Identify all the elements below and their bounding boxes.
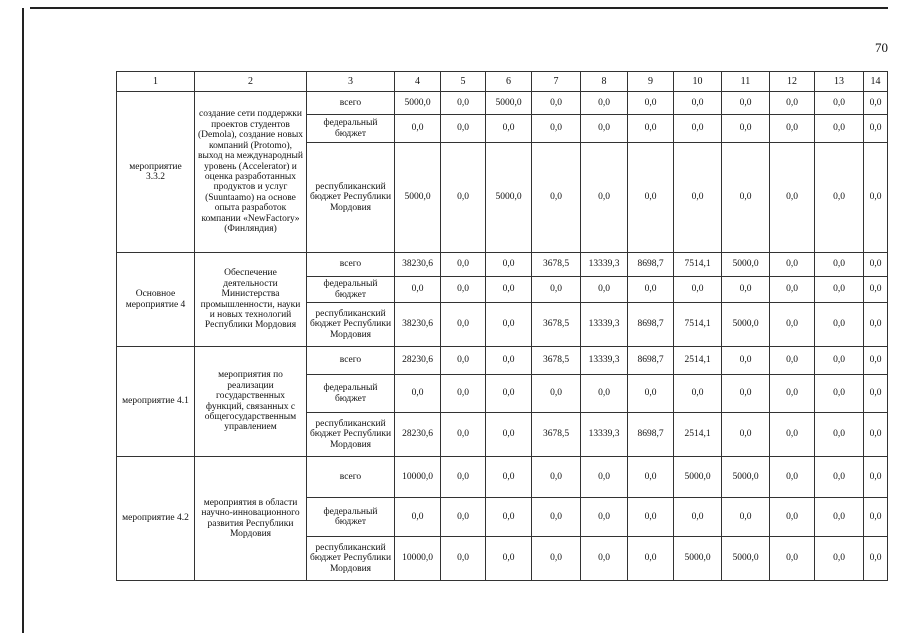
amount-cell: 0,0 [864, 303, 888, 347]
amount-cell: 0,0 [532, 115, 581, 143]
event-description: Обеспечение деятельности Министерства промышленности, науки и новых технологий Республики Мордовия [195, 253, 307, 347]
funding-source: всего [307, 457, 395, 498]
amount-cell: 0,0 [532, 143, 581, 253]
amount-cell: 0,0 [722, 277, 770, 303]
amount-cell: 0,0 [628, 92, 674, 115]
amount-cell: 0,0 [395, 375, 441, 413]
amount-cell: 0,0 [722, 413, 770, 457]
amount-cell: 0,0 [864, 347, 888, 375]
event-name: мероприятие 3.3.2 [117, 92, 195, 253]
amount-cell: 0,0 [674, 277, 722, 303]
amount-cell: 10000,0 [395, 457, 441, 498]
amount-cell: 0,0 [864, 537, 888, 581]
funding-source: федеральный бюджет [307, 115, 395, 143]
event-description: мероприятия по реализации государственных функций, связанных с общегосударственным управлением [195, 347, 307, 457]
amount-cell: 3678,5 [532, 413, 581, 457]
amount-cell: 5000,0 [722, 457, 770, 498]
amount-cell: 0,0 [628, 143, 674, 253]
header-cell: 14 [864, 72, 888, 92]
amount-cell: 0,0 [532, 92, 581, 115]
amount-cell: 0,0 [770, 413, 815, 457]
amount-cell: 3678,5 [532, 347, 581, 375]
amount-cell: 0,0 [864, 253, 888, 277]
amount-cell: 0,0 [722, 375, 770, 413]
amount-cell: 0,0 [628, 537, 674, 581]
amount-cell: 0,0 [581, 498, 628, 537]
amount-cell: 0,0 [628, 457, 674, 498]
amount-cell: 0,0 [674, 115, 722, 143]
amount-cell: 0,0 [864, 498, 888, 537]
amount-cell: 0,0 [815, 143, 864, 253]
event-name: мероприятие 4.2 [117, 457, 195, 581]
funding-source: федеральный бюджет [307, 498, 395, 537]
amount-cell: 0,0 [770, 92, 815, 115]
amount-cell: 0,0 [815, 413, 864, 457]
amount-cell: 0,0 [628, 375, 674, 413]
amount-cell: 0,0 [770, 143, 815, 253]
amount-cell: 0,0 [486, 347, 532, 375]
amount-cell: 0,0 [486, 498, 532, 537]
amount-cell: 0,0 [674, 498, 722, 537]
amount-cell: 0,0 [770, 303, 815, 347]
amount-cell: 5000,0 [722, 303, 770, 347]
amount-cell: 0,0 [815, 303, 864, 347]
amount-cell: 2514,1 [674, 347, 722, 375]
amount-cell: 0,0 [486, 375, 532, 413]
amount-cell: 0,0 [628, 277, 674, 303]
amount-cell: 0,0 [441, 498, 486, 537]
amount-cell: 0,0 [395, 498, 441, 537]
amount-cell: 0,0 [674, 92, 722, 115]
event-description: мероприятия в области научно-инновационного развития Республики Мордовия [195, 457, 307, 581]
amount-cell: 0,0 [722, 347, 770, 375]
amount-cell: 0,0 [770, 115, 815, 143]
amount-cell: 0,0 [441, 253, 486, 277]
amount-cell: 5000,0 [486, 92, 532, 115]
amount-cell: 0,0 [722, 115, 770, 143]
amount-cell: 0,0 [441, 537, 486, 581]
amount-cell: 0,0 [441, 303, 486, 347]
amount-cell: 0,0 [815, 277, 864, 303]
amount-cell: 0,0 [395, 115, 441, 143]
amount-cell: 0,0 [532, 498, 581, 537]
amount-cell: 0,0 [864, 413, 888, 457]
amount-cell: 8698,7 [628, 413, 674, 457]
funding-source: всего [307, 92, 395, 115]
amount-cell: 0,0 [770, 375, 815, 413]
amount-cell: 0,0 [770, 277, 815, 303]
amount-cell: 0,0 [770, 253, 815, 277]
event-name: мероприятие 4.1 [117, 347, 195, 457]
amount-cell: 0,0 [395, 277, 441, 303]
amount-cell: 0,0 [486, 457, 532, 498]
amount-cell: 0,0 [441, 115, 486, 143]
table-row [117, 457, 888, 498]
amount-cell: 0,0 [770, 457, 815, 498]
header-cell: 12 [770, 72, 815, 92]
header-cell: 8 [581, 72, 628, 92]
amount-cell: 8698,7 [628, 303, 674, 347]
amount-cell: 0,0 [815, 375, 864, 413]
funding-source: республиканский бюджет Республики Мордовия [307, 413, 395, 457]
header-cell: 5 [441, 72, 486, 92]
amount-cell: 5000,0 [395, 143, 441, 253]
amount-cell: 0,0 [628, 115, 674, 143]
amount-cell: 2514,1 [674, 413, 722, 457]
amount-cell: 0,0 [581, 92, 628, 115]
header-cell: 1 [117, 72, 195, 92]
header-cell: 10 [674, 72, 722, 92]
budget-table [116, 71, 888, 581]
amount-cell: 0,0 [864, 115, 888, 143]
header-cell: 3 [307, 72, 395, 92]
amount-cell: 8698,7 [628, 347, 674, 375]
amount-cell: 0,0 [441, 92, 486, 115]
amount-cell: 0,0 [441, 277, 486, 303]
table-row [117, 347, 888, 375]
amount-cell: 0,0 [815, 457, 864, 498]
amount-cell: 0,0 [532, 277, 581, 303]
event-description: создание сети поддержки проектов студентов (Demola), создание новых компаний (Protomo), выход на международный уровень (Accelerator) и оценка разработанных продуктов и услуг (Suuntaamo) на основе опыта разработок компании «NewFactory» (Финляндия) [195, 92, 307, 253]
amount-cell: 0,0 [532, 457, 581, 498]
amount-cell: 0,0 [864, 457, 888, 498]
header-cell: 6 [486, 72, 532, 92]
amount-cell: 0,0 [815, 253, 864, 277]
amount-cell: 0,0 [486, 303, 532, 347]
amount-cell: 0,0 [581, 375, 628, 413]
amount-cell: 8698,7 [628, 253, 674, 277]
amount-cell: 0,0 [722, 498, 770, 537]
amount-cell: 13339,3 [581, 347, 628, 375]
table-row [117, 253, 888, 277]
amount-cell: 7514,1 [674, 303, 722, 347]
amount-cell: 0,0 [770, 498, 815, 537]
amount-cell: 0,0 [815, 537, 864, 581]
amount-cell: 0,0 [674, 143, 722, 253]
top-rule [30, 7, 888, 9]
table-row [117, 92, 888, 115]
amount-cell: 28230,6 [395, 413, 441, 457]
amount-cell: 5000,0 [395, 92, 441, 115]
binding-edge [22, 8, 24, 633]
amount-cell: 5000,0 [674, 457, 722, 498]
amount-cell: 0,0 [441, 347, 486, 375]
amount-cell: 0,0 [581, 143, 628, 253]
amount-cell: 0,0 [486, 115, 532, 143]
amount-cell: 0,0 [864, 375, 888, 413]
amount-cell: 0,0 [441, 143, 486, 253]
amount-cell: 5000,0 [722, 537, 770, 581]
funding-source: всего [307, 347, 395, 375]
amount-cell: 5000,0 [486, 143, 532, 253]
amount-cell: 0,0 [581, 277, 628, 303]
amount-cell: 0,0 [486, 253, 532, 277]
amount-cell: 0,0 [628, 498, 674, 537]
amount-cell: 13339,3 [581, 303, 628, 347]
page-number: 70 [875, 40, 888, 55]
amount-cell: 0,0 [674, 375, 722, 413]
amount-cell: 0,0 [441, 413, 486, 457]
amount-cell: 0,0 [581, 115, 628, 143]
amount-cell: 0,0 [770, 537, 815, 581]
funding-source: федеральный бюджет [307, 277, 395, 303]
amount-cell: 0,0 [815, 347, 864, 375]
amount-cell: 0,0 [532, 375, 581, 413]
amount-cell: 28230,6 [395, 347, 441, 375]
amount-cell: 38230,6 [395, 303, 441, 347]
amount-cell: 3678,5 [532, 253, 581, 277]
amount-cell: 38230,6 [395, 253, 441, 277]
funding-source: республиканский бюджет Республики Мордовия [307, 537, 395, 581]
amount-cell: 0,0 [441, 457, 486, 498]
amount-cell: 7514,1 [674, 253, 722, 277]
amount-cell: 0,0 [864, 143, 888, 253]
amount-cell: 0,0 [864, 92, 888, 115]
amount-cell: 0,0 [486, 537, 532, 581]
funding-source: всего [307, 253, 395, 277]
amount-cell: 0,0 [486, 277, 532, 303]
amount-cell: 3678,5 [532, 303, 581, 347]
amount-cell: 0,0 [532, 537, 581, 581]
amount-cell: 0,0 [581, 537, 628, 581]
funding-source: республиканский бюджет Республики Мордовия [307, 143, 395, 253]
header-cell: 11 [722, 72, 770, 92]
event-name: Основное мероприятие 4 [117, 253, 195, 347]
header-cell: 7 [532, 72, 581, 92]
amount-cell: 0,0 [441, 375, 486, 413]
header-row [117, 72, 888, 92]
header-cell: 13 [815, 72, 864, 92]
header-cell: 4 [395, 72, 441, 92]
amount-cell: 0,0 [722, 143, 770, 253]
header-cell: 2 [195, 72, 307, 92]
header-cell: 9 [628, 72, 674, 92]
amount-cell: 13339,3 [581, 413, 628, 457]
amount-cell: 0,0 [815, 498, 864, 537]
amount-cell: 0,0 [864, 277, 888, 303]
amount-cell: 5000,0 [722, 253, 770, 277]
amount-cell: 13339,3 [581, 253, 628, 277]
funding-source: республиканский бюджет Республики Мордовия [307, 303, 395, 347]
amount-cell: 0,0 [722, 92, 770, 115]
amount-cell: 10000,0 [395, 537, 441, 581]
amount-cell: 0,0 [486, 413, 532, 457]
amount-cell: 0,0 [815, 92, 864, 115]
amount-cell: 5000,0 [674, 537, 722, 581]
funding-source: федеральный бюджет [307, 375, 395, 413]
amount-cell: 0,0 [581, 457, 628, 498]
amount-cell: 0,0 [770, 347, 815, 375]
amount-cell: 0,0 [815, 115, 864, 143]
